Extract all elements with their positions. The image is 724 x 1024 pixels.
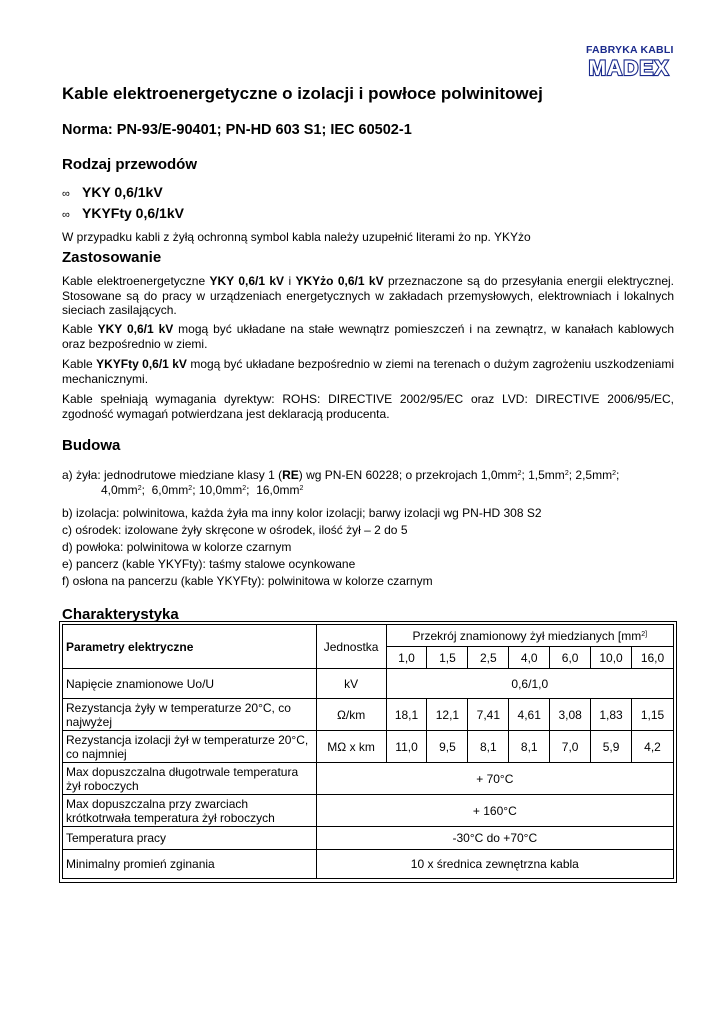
table-header-row (63, 625, 673, 647)
row-value: 9,5 (427, 731, 468, 763)
row-label: Temperatura pracy (63, 827, 317, 850)
table-row (63, 827, 673, 850)
row-value: + 160°C (317, 795, 673, 827)
bullet-icon: ∞ (62, 188, 70, 200)
row-label: Napięcie znamionowe Uo/U (63, 669, 317, 699)
row-value: 1,15 (632, 699, 673, 731)
size-cell: 10,0 (591, 647, 632, 669)
cable-type-item (62, 205, 184, 221)
bullet-icon: ∞ (62, 209, 70, 221)
size-cell: 1,0 (387, 647, 428, 669)
table-row (63, 795, 673, 827)
construction-item-c: c) ośrodek: izolowane żyły skręcone w ośrodek, ilość żył – 2 do 5 (62, 523, 408, 537)
protective-core-note: W przypadku kabli z żyłą ochronną symbol kabla należy uzupełnić literami żo np. YKYżo (62, 230, 531, 244)
construction-item-a: a) żyła: jednodrutowe miedziane klasy 1 (RE) wg PN-EN 60228; o przekrojach $1,0mm^2$; $1,5mm^2$; $2,5mm^2$; (62, 468, 620, 482)
row-value: 3,08 (550, 699, 591, 731)
row-label: Rezystancja izolacji żył w temperaturze 20°C, co najmniej (63, 731, 317, 763)
directives-paragraph: Kable spełniają wymagania dyrektyw: ROHS: DIRECTIVE 2002/95/EC oraz LVD: DIRECTIVE 2006/95/EC, zgodność wymagań potwierdzana jest deklaracją producenta. (62, 392, 674, 421)
construction-item-b: b) izolacja: polwinitowa, każda żyła ma inny kolor izolacji; barwy izolacji wg PN-HD 308 S2 (62, 506, 542, 520)
row-value: 5,9 (591, 731, 632, 763)
size-cell: 16,0 (632, 647, 673, 669)
size-cell: 6,0 (550, 647, 591, 669)
row-value: 8,1 (468, 731, 509, 763)
row-value: + 70°C (317, 763, 673, 795)
table-row (63, 699, 673, 731)
row-value: 4,61 (509, 699, 550, 731)
cable-type-label: YKY 0,6/1kV (82, 184, 163, 200)
row-unit: kV (317, 669, 387, 699)
heading-charakterystyka: Charakterystyka (62, 606, 179, 623)
row-value: 11,0 (387, 731, 428, 763)
construction-item-f: f) osłona na pancerzu (kable YKYFty): polwinitowa w kolorze czarnym (62, 574, 433, 588)
row-value: 1,83 (591, 699, 632, 731)
size-cell: 1,5 (427, 647, 468, 669)
characteristics-table (62, 624, 674, 879)
row-value: 12,1 (427, 699, 468, 731)
cable-type-label: YKYFty 0,6/1kV (82, 205, 184, 221)
application-paragraph-3: Kable YKYFty 0,6/1 kV mogą być układane bezpośrednio w ziemi na terenach o dużym zagrożeniu uszkodzeniami mechanicznymi. (62, 357, 674, 386)
construction-item-e: e) pancerz (kable YKYFty): taśmy stalowe ocynkowane (62, 557, 356, 571)
heading-zastosowanie: Zastosowanie (62, 249, 162, 266)
unit-header: Jednostka (317, 625, 387, 669)
row-value: 10 x średnica zewnętrzna kabla (410, 857, 579, 871)
construction-item-a-sizes: $4,0mm^2$; $6,0mm^2$; $10,0mm^2$; $16,0mm^2$ (101, 483, 304, 497)
heading-rodzaj: Rodzaj przewodów (62, 156, 197, 173)
row-value: 18,1 (387, 699, 428, 731)
row-value: 4,2 (632, 731, 673, 763)
table-row (63, 669, 673, 699)
construction-item-d: d) powłoka: polwinitowa w kolorze czarnym (62, 540, 292, 554)
document-title: Kable elektroenergetyczne o izolacji i powłoce polwinitowej (62, 84, 543, 103)
row-value: 7,41 (468, 699, 509, 731)
row-value: 0,6/1,0 (387, 669, 673, 699)
logo-brand-text: MADEX (588, 57, 670, 78)
heading-budowa: Budowa (62, 437, 121, 454)
application-paragraph-2: Kable YKY 0,6/1 kV mogą być układane na stałe wewnątrz pomieszczeń i na zewnątrz, w kanałach kablowych oraz bezpośrednio w ziemi. (62, 322, 675, 351)
logo-top-text: FABRYKA KABLI (586, 44, 674, 56)
cable-type-item (62, 184, 163, 200)
row-label: Rezystancja żyły w temperaturze 20°C, co najwyżej (63, 699, 317, 731)
row-unit: Ω/km (317, 699, 387, 731)
row-label: Minimalny promień zginania (63, 850, 317, 878)
table-row (63, 850, 673, 878)
table-row (63, 731, 673, 763)
application-paragraph-1: Kable elektroenergetyczne YKY 0,6/1 kV i YKYżo 0,6/1 kV przeznaczone są do przesyłania energii elektrycznej. Stosowane są do pracy w urządzeniach energetycznych w zakładach przemysłowych, elektrowniach i lokalnych sieciach zasilających. (62, 274, 674, 317)
row-unit: MΩ x km (317, 731, 387, 763)
madex-logo-mark (586, 57, 672, 78)
param-header: Parametry elektryczne (63, 625, 317, 669)
row-value: 8,1 (509, 731, 550, 763)
row-value: 7,0 (550, 731, 591, 763)
row-label: Max dopuszczalna przy zwarciach krótkotrwała temperatura żył roboczych (63, 795, 317, 827)
row-label: Max dopuszczalna długotrwale temperatura żył roboczych (63, 763, 317, 795)
company-logo (586, 44, 672, 78)
size-cell: 2,5 (468, 647, 509, 669)
row-value: -30°C do +70°C (317, 827, 673, 850)
table-row (63, 763, 673, 795)
size-cell: 4,0 (509, 647, 550, 669)
cross-section-header: Przekrój znamionowy żył miedzianych [$mm^{2]}$ (387, 625, 673, 647)
norm-line: Norma: PN-93/E-90401; PN-HD 603 S1; IEC 60502-1 (62, 122, 412, 138)
